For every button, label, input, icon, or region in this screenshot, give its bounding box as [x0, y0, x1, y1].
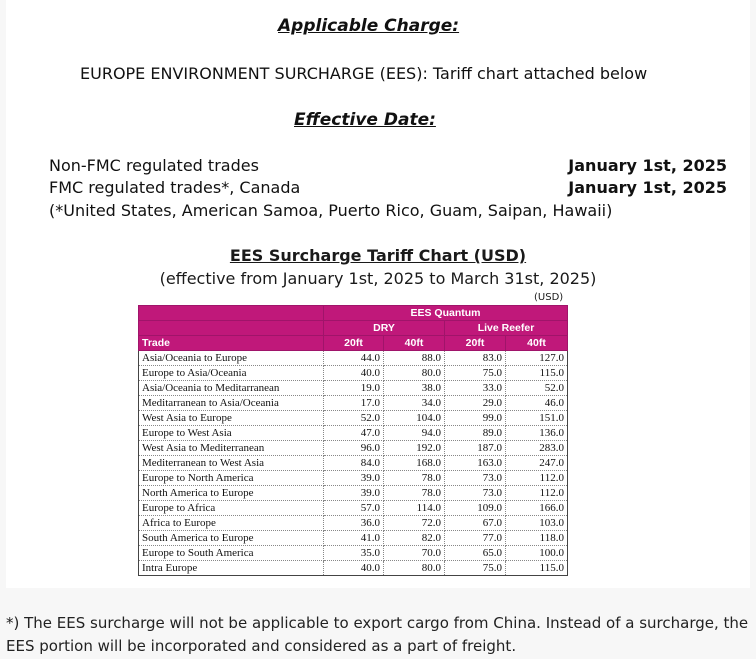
trade-cell: Europe to Africa — [139, 501, 324, 516]
reefer-40ft-cell: 103.0 — [506, 516, 568, 531]
dry-20ft-header: 20ft — [324, 336, 384, 351]
dry-20ft-cell: 47.0 — [324, 426, 384, 441]
dry-20ft-cell: 41.0 — [324, 531, 384, 546]
table-row — [139, 561, 568, 576]
table-row — [139, 531, 568, 546]
trade-cell: Intra Europe — [139, 561, 324, 576]
tariff-chart-title: EES Surcharge Tariff Chart (USD) — [229, 246, 527, 265]
dry-header: DRY — [324, 321, 445, 336]
dry-20ft-cell: 39.0 — [324, 471, 384, 486]
trade-scope-date: January 1st, 2025 — [568, 178, 727, 197]
dry-20ft-cell: 19.0 — [324, 381, 384, 396]
dry-20ft-cell: 40.0 — [324, 366, 384, 381]
reefer-20ft-cell: 109.0 — [445, 501, 506, 516]
trade-scope-label: FMC regulated trades*, Canada — [49, 178, 301, 197]
trade-cell: Europe to North America — [139, 471, 324, 486]
reefer-40ft-cell: 247.0 — [506, 456, 568, 471]
reefer-20ft-cell: 33.0 — [445, 381, 506, 396]
table-row — [139, 441, 568, 456]
document-image — [6, 0, 750, 588]
table-row — [139, 516, 568, 531]
dry-40ft-cell: 70.0 — [384, 546, 445, 561]
table-row — [139, 456, 568, 471]
trade-cell: Mediterranean to West Asia — [139, 456, 324, 471]
reefer-20ft-cell: 75.0 — [445, 366, 506, 381]
trade-cell: Asia/Oceania to Europe — [139, 351, 324, 366]
reefer-40ft-header: 40ft — [506, 336, 568, 351]
currency-note: (USD) — [534, 292, 564, 303]
reefer-20ft-cell: 77.0 — [445, 531, 506, 546]
dry-40ft-cell: 80.0 — [384, 366, 445, 381]
trade-cell: North America to Europe — [139, 486, 324, 501]
dry-20ft-cell: 57.0 — [324, 501, 384, 516]
table-row — [139, 471, 568, 486]
trade-cell: Europe to South America — [139, 546, 324, 561]
dry-20ft-cell: 52.0 — [324, 411, 384, 426]
table-row — [139, 396, 568, 411]
trade-cell: South America to Europe — [139, 531, 324, 546]
table-row — [139, 546, 568, 561]
dry-40ft-cell: 114.0 — [384, 501, 445, 516]
reefer-40ft-cell: 118.0 — [506, 531, 568, 546]
reefer-20ft-cell: 163.0 — [445, 456, 506, 471]
trade-cell: Europe to West Asia — [139, 426, 324, 441]
trade-scope-date: January 1st, 2025 — [568, 156, 727, 175]
dry-40ft-cell: 78.0 — [384, 486, 445, 501]
trade-cell: Africa to Europe — [139, 516, 324, 531]
dry-40ft-cell: 168.0 — [384, 456, 445, 471]
dry-20ft-cell: 84.0 — [324, 456, 384, 471]
header-spacer — [139, 306, 324, 321]
table-header-row — [139, 336, 568, 351]
table-header-row — [139, 321, 568, 336]
reefer-40ft-cell: 283.0 — [506, 441, 568, 456]
reefer-40ft-cell: 112.0 — [506, 486, 568, 501]
dry-40ft-cell: 34.0 — [384, 396, 445, 411]
fmc-trade-note: (*United States, American Samoa, Puerto Rico, Guam, Saipan, Hawaii) — [49, 201, 613, 220]
table-row — [139, 426, 568, 441]
reefer-20ft-cell: 75.0 — [445, 561, 506, 576]
dry-40ft-cell: 192.0 — [384, 441, 445, 456]
dry-20ft-cell: 40.0 — [324, 561, 384, 576]
trade-column-header: Trade — [139, 336, 324, 351]
dry-20ft-cell: 35.0 — [324, 546, 384, 561]
reefer-40ft-cell: 115.0 — [506, 561, 568, 576]
trade-cell: West Asia to Europe — [139, 411, 324, 426]
applicable-charge-heading: Applicable Charge: — [278, 16, 460, 36]
dry-20ft-cell: 96.0 — [324, 441, 384, 456]
reefer-40ft-cell: 100.0 — [506, 546, 568, 561]
reefer-20ft-header: 20ft — [445, 336, 506, 351]
reefer-20ft-cell: 187.0 — [445, 441, 506, 456]
effective-date-heading: Effective Date: — [294, 110, 436, 130]
dry-20ft-cell: 17.0 — [324, 396, 384, 411]
tariff-chart-subtitle: (effective from January 1st, 2025 to March 31st, 2025) — [159, 269, 597, 288]
dry-20ft-cell: 44.0 — [324, 351, 384, 366]
reefer-20ft-cell: 29.0 — [445, 396, 506, 411]
reefer-40ft-cell: 52.0 — [506, 381, 568, 396]
table-header-row — [139, 306, 568, 321]
dry-40ft-cell: 78.0 — [384, 471, 445, 486]
reefer-header: Live Reefer — [445, 321, 568, 336]
dry-20ft-cell: 39.0 — [324, 486, 384, 501]
trade-cell: West Asia to Mediterranean — [139, 441, 324, 456]
reefer-20ft-cell: 65.0 — [445, 546, 506, 561]
reefer-40ft-cell: 166.0 — [506, 501, 568, 516]
dry-40ft-cell: 82.0 — [384, 531, 445, 546]
trade-scope-label: Non-FMC regulated trades — [49, 156, 259, 175]
trade-cell: Asia/Oceania to Meditarranean — [139, 381, 324, 396]
reefer-20ft-cell: 67.0 — [445, 516, 506, 531]
dry-40ft-header: 40ft — [384, 336, 445, 351]
reefer-20ft-cell: 89.0 — [445, 426, 506, 441]
table-row — [139, 486, 568, 501]
dry-40ft-cell: 104.0 — [384, 411, 445, 426]
table-row — [139, 501, 568, 516]
ees-quantum-header: EES Quantum — [324, 306, 568, 321]
trade-cell: Meditarranean to Asia/Oceania — [139, 396, 324, 411]
dry-40ft-cell: 80.0 — [384, 561, 445, 576]
reefer-40ft-cell: 115.0 — [506, 366, 568, 381]
reefer-40ft-cell: 151.0 — [506, 411, 568, 426]
ees-description: EUROPE ENVIRONMENT SURCHARGE (EES): Tariff chart attached below — [80, 64, 648, 83]
dry-40ft-cell: 88.0 — [384, 351, 445, 366]
dry-40ft-cell: 38.0 — [384, 381, 445, 396]
table-row — [139, 411, 568, 426]
footnote: *) The EES surcharge will not be applicable to export cargo from China. Instead of a surcharge, the EES portion will be incorporated and considered as a part of freight. — [6, 614, 749, 655]
dry-40ft-cell: 72.0 — [384, 516, 445, 531]
dry-40ft-cell: 94.0 — [384, 426, 445, 441]
dry-20ft-cell: 36.0 — [324, 516, 384, 531]
reefer-20ft-cell: 73.0 — [445, 486, 506, 501]
header-spacer — [139, 321, 324, 336]
table-row — [139, 381, 568, 396]
table-row — [139, 366, 568, 381]
table-row — [139, 351, 568, 366]
reefer-20ft-cell: 83.0 — [445, 351, 506, 366]
reefer-40ft-cell: 136.0 — [506, 426, 568, 441]
reefer-20ft-cell: 73.0 — [445, 471, 506, 486]
reefer-20ft-cell: 99.0 — [445, 411, 506, 426]
trade-cell: Europe to Asia/Oceania — [139, 366, 324, 381]
reefer-40ft-cell: 112.0 — [506, 471, 568, 486]
reefer-40ft-cell: 46.0 — [506, 396, 568, 411]
reefer-40ft-cell: 127.0 — [506, 351, 568, 366]
tariff-table — [138, 305, 568, 576]
